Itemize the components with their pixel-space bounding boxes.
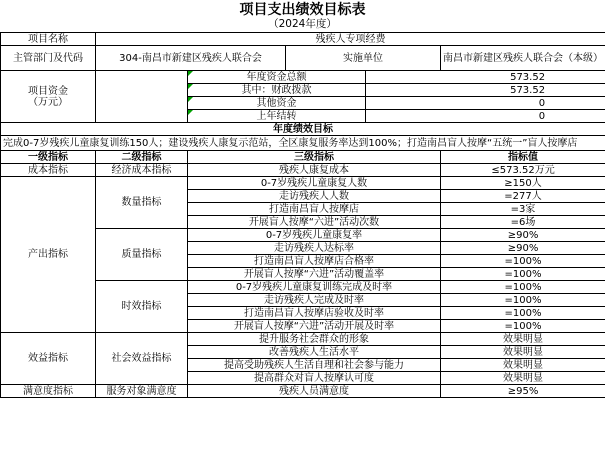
table-row	[1, 333, 605, 346]
note-marker-icon	[188, 97, 193, 102]
header-value: 指标值	[441, 151, 605, 164]
row-goal-text	[1, 136, 605, 151]
fund-total-value: 573.52	[366, 71, 605, 84]
row-fund-0	[1, 71, 605, 84]
fund-total-label: 年度资金总额	[188, 71, 366, 84]
level2-quantity: 数量指标	[96, 177, 188, 229]
dept-value: 304-南昌市新建区残疾人联合会	[96, 46, 286, 71]
level1-cost: 成本指标	[1, 164, 96, 177]
dept-label: 主管部门及代码	[1, 46, 96, 71]
header-level2: 二级指标	[96, 151, 188, 164]
indicator-value: 效果明显	[441, 333, 605, 346]
table-row	[1, 164, 605, 177]
level3-cell: 残疾人康复成本	[188, 164, 441, 177]
page-subtitle: （2024年度）	[268, 18, 337, 30]
indicator-value: =100%	[441, 255, 605, 268]
project-name-value: 残疾人专项经费	[96, 33, 605, 46]
fund-fiscal-label: 其中：财政拨款	[188, 84, 366, 97]
indicator-value: =100%	[441, 307, 605, 320]
fund-carryover-value: 0	[366, 110, 605, 123]
level2-service-satisfaction: 服务对象满意度	[96, 385, 188, 398]
level2-quality: 质量指标	[96, 229, 188, 281]
indicator-value: 效果明显	[441, 359, 605, 372]
row-indicator-headers	[1, 151, 605, 164]
goal-text: 完成0-7岁残疾儿童康复训练150人；建设残疾人康复示范站，全区康复服务率达到100%；打造南昌盲人按摩“五统一”盲人按摩店	[1, 136, 605, 151]
level3-cell: 开展盲人按摩“六进”活动开展及时率	[188, 320, 441, 333]
level3-cell: 走访残疾人达标率	[188, 242, 441, 255]
level3-cell: 走访残疾人人数	[188, 190, 441, 203]
level2-economic-cost: 经济成本指标	[96, 164, 188, 177]
row-goal-heading	[1, 123, 605, 136]
impl-label: 实施单位	[286, 46, 441, 71]
page-title: 项目支出绩效目标表	[239, 2, 366, 18]
level3-cell: 走访残疾人完成及时率	[188, 294, 441, 307]
indicator-value: ≥90%	[441, 242, 605, 255]
level3-cell: 提升服务社会群众的形象	[188, 333, 441, 346]
indicator-value: 效果明显	[441, 346, 605, 359]
level3-cell: 开展盲人按摩“六进”活动覆盖率	[188, 268, 441, 281]
level3-cell: 提高群众对盲人按摩认可度	[188, 372, 441, 385]
row-department	[1, 46, 605, 71]
note-marker-icon	[188, 110, 193, 115]
indicator-value: =100%	[441, 268, 605, 281]
indicator-value: 效果明显	[441, 372, 605, 385]
level3-cell: 0-7岁残疾儿童康复人数	[188, 177, 441, 190]
indicator-value: ≤573.52万元	[441, 164, 605, 177]
table-row	[1, 385, 605, 398]
level3-cell: 开展盲人按摩“六进”活动次数	[188, 216, 441, 229]
level3-cell: 提高受助残疾人生活自理和社会参与能力	[188, 359, 441, 372]
indicator-value: ≥95%	[441, 385, 605, 398]
note-marker-icon	[188, 71, 193, 76]
indicator-value: =100%	[441, 294, 605, 307]
indicator-value: =3家	[441, 203, 605, 216]
indicator-value: ≥90%	[441, 229, 605, 242]
fund-carryover-label: 上年结转	[188, 110, 366, 123]
indicator-value: =100%	[441, 320, 605, 333]
funds-spacer	[96, 71, 188, 123]
fund-other-label: 其他资金	[188, 97, 366, 110]
header-level3: 三级指标	[188, 151, 441, 164]
level1-satisfaction: 满意度指标	[1, 385, 96, 398]
indicator-value: =6场	[441, 216, 605, 229]
table-row	[1, 177, 605, 190]
fund-fiscal-value: 573.52	[366, 84, 605, 97]
indicator-value: =100%	[441, 281, 605, 294]
funds-label: 项目资金 （万元）	[1, 71, 96, 123]
level3-cell: 打造南昌盲人按摩店	[188, 203, 441, 216]
goal-heading: 年度绩效目标	[1, 123, 605, 136]
level3-cell: 残疾人员满意度	[188, 385, 441, 398]
level2-timeliness: 时效指标	[96, 281, 188, 333]
note-marker-icon	[188, 84, 193, 89]
fund-other-value: 0	[366, 97, 605, 110]
level2-social-benefit: 社会效益指标	[96, 333, 188, 385]
impl-value: 南昌市新建区残疾人联合会（本级）	[441, 46, 605, 71]
level3-cell: 打造南昌盲人按摩店合格率	[188, 255, 441, 268]
level3-cell: 改善残疾人生活水平	[188, 346, 441, 359]
indicator-value: ≥150人	[441, 177, 605, 190]
level3-cell: 0-7岁残疾儿童康复率	[188, 229, 441, 242]
indicator-value: =277人	[441, 190, 605, 203]
target-table	[0, 32, 605, 398]
level1-benefit: 效益指标	[1, 333, 96, 385]
row-project-name	[1, 33, 605, 46]
level3-cell: 打造南昌盲人按摩店验收及时率	[188, 307, 441, 320]
header-level1: 一级指标	[1, 151, 96, 164]
level3-cell: 0-7岁残疾儿童康复训练完成及时率	[188, 281, 441, 294]
project-name-label: 项目名称	[1, 33, 96, 46]
level1-output: 产出指标	[1, 177, 96, 333]
